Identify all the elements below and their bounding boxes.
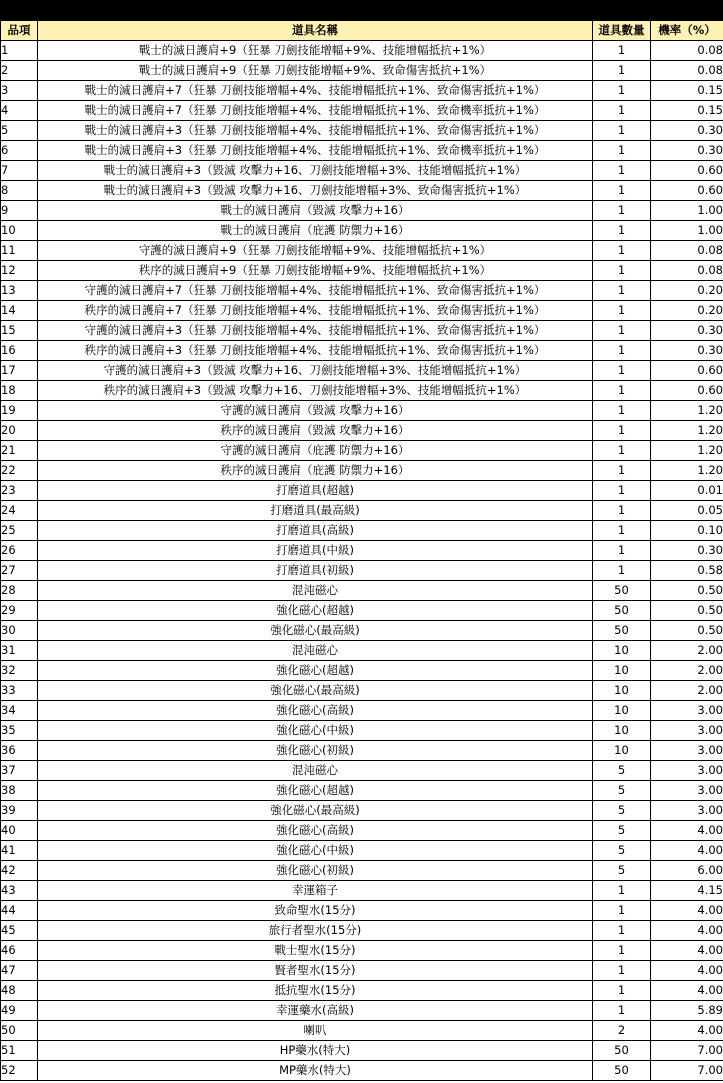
cell-index: 39 — [1, 801, 38, 821]
cell-item-name: 強化磁心(超越) — [38, 601, 593, 621]
table-row — [1, 261, 723, 281]
table-row — [1, 401, 723, 421]
cell-quantity: 1 — [593, 181, 651, 201]
table-row — [1, 961, 723, 981]
cell-rate: 3.00 — [651, 741, 723, 761]
cell-index: 47 — [1, 961, 38, 981]
cell-item-name: 幸運箱子 — [38, 881, 593, 901]
cell-quantity: 1 — [593, 261, 651, 281]
cell-index: 10 — [1, 221, 38, 241]
table-row — [1, 521, 723, 541]
cell-item-name: 戰士的滅日護肩+9（狂暴 刀劍技能增幅+9%、致命傷害抵抗+1%） — [38, 61, 593, 81]
cell-item-name: 秩序的滅日護肩+7（狂暴 刀劍技能增幅+4%、技能增幅抵抗+1%、致命傷害抵抗+1%） — [38, 301, 593, 321]
table-row — [1, 541, 723, 561]
cell-quantity: 5 — [593, 861, 651, 881]
cell-rate: 0.05 — [651, 501, 723, 521]
cell-rate: 4.15 — [651, 881, 723, 901]
cell-quantity: 5 — [593, 841, 651, 861]
cell-rate: 0.01 — [651, 481, 723, 501]
cell-item-name: 戰士的滅日護肩+3（毀滅 攻擊力+16、刀劍技能增幅+3%、致命傷害抵抗+1%） — [38, 181, 593, 201]
table-row — [1, 901, 723, 921]
cell-item-name: 強化磁心(高級) — [38, 701, 593, 721]
table-row — [1, 221, 723, 241]
cell-quantity: 1 — [593, 961, 651, 981]
table-row — [1, 201, 723, 221]
cell-item-name: 戰士的滅日護肩+3（狂暴 刀劍技能增幅+4%、技能增幅抵抗+1%、致命機率抵抗+1%） — [38, 141, 593, 161]
table-row — [1, 941, 723, 961]
cell-quantity: 1 — [593, 401, 651, 421]
cell-index: 6 — [1, 141, 38, 161]
cell-rate: 4.00 — [651, 821, 723, 841]
cell-index: 23 — [1, 481, 38, 501]
cell-item-name: 打磨道具(中級) — [38, 541, 593, 561]
cell-quantity: 1 — [593, 421, 651, 441]
cell-quantity: 1 — [593, 201, 651, 221]
table-row — [1, 561, 723, 581]
cell-rate: 4.00 — [651, 941, 723, 961]
table-row — [1, 721, 723, 741]
cell-rate: 1.20 — [651, 401, 723, 421]
table-row — [1, 861, 723, 881]
cell-index: 4 — [1, 101, 38, 121]
cell-quantity: 50 — [593, 1061, 651, 1081]
cell-index: 33 — [1, 681, 38, 701]
cell-index: 18 — [1, 381, 38, 401]
cell-index: 17 — [1, 361, 38, 381]
cell-index: 42 — [1, 861, 38, 881]
table-row — [1, 701, 723, 721]
cell-index: 34 — [1, 701, 38, 721]
cell-quantity: 50 — [593, 621, 651, 641]
cell-quantity: 50 — [593, 601, 651, 621]
cell-quantity: 1 — [593, 381, 651, 401]
cell-rate: 2.00 — [651, 681, 723, 701]
header-rate: 機率（%） — [651, 21, 723, 41]
cell-quantity: 1 — [593, 441, 651, 461]
cell-rate: 0.50 — [651, 581, 723, 601]
cell-rate: 7.00 — [651, 1041, 723, 1061]
cell-item-name: 秩序的滅日護肩+3（毀滅 攻擊力+16、刀劍技能增幅+3%、技能增幅抵抗+1%） — [38, 381, 593, 401]
table-row — [1, 801, 723, 821]
cell-quantity: 1 — [593, 281, 651, 301]
cell-index: 32 — [1, 661, 38, 681]
cell-item-name: 強化磁心(超越) — [38, 781, 593, 801]
cell-item-name: 強化磁心(初級) — [38, 741, 593, 761]
table-row — [1, 441, 723, 461]
cell-quantity: 1 — [593, 61, 651, 81]
cell-rate: 0.50 — [651, 621, 723, 641]
cell-quantity: 1 — [593, 221, 651, 241]
table-row — [1, 781, 723, 801]
table-row — [1, 881, 723, 901]
cell-rate: 0.30 — [651, 321, 723, 341]
cell-index: 31 — [1, 641, 38, 661]
cell-item-name: 秩序的滅日護肩+3（狂暴 刀劍技能增幅+4%、技能增幅抵抗+1%、致命傷害抵抗+1%） — [38, 341, 593, 361]
cell-rate: 0.60 — [651, 381, 723, 401]
cell-index: 41 — [1, 841, 38, 861]
cell-rate: 4.00 — [651, 961, 723, 981]
cell-quantity: 5 — [593, 801, 651, 821]
cell-rate: 0.60 — [651, 181, 723, 201]
cell-item-name: 守護的滅日護肩+3（狂暴 刀劍技能增幅+4%、技能增幅抵抗+1%、致命傷害抵抗+1%） — [38, 321, 593, 341]
cell-rate: 0.60 — [651, 161, 723, 181]
cell-quantity: 1 — [593, 1001, 651, 1021]
cell-rate: 1.20 — [651, 441, 723, 461]
cell-quantity: 1 — [593, 461, 651, 481]
cell-quantity: 1 — [593, 561, 651, 581]
cell-item-name: 打磨道具(初級) — [38, 561, 593, 581]
table-row — [1, 81, 723, 101]
cell-rate: 3.00 — [651, 801, 723, 821]
cell-item-name: 戰士的滅日護肩+3（狂暴 刀劍技能增幅+4%、技能增幅抵抗+1%、致命傷害抵抗+1%） — [38, 121, 593, 141]
table-row — [1, 281, 723, 301]
cell-rate: 0.20 — [651, 301, 723, 321]
cell-quantity: 1 — [593, 501, 651, 521]
cell-quantity: 10 — [593, 721, 651, 741]
cell-index: 9 — [1, 201, 38, 221]
cell-rate: 4.00 — [651, 921, 723, 941]
cell-quantity: 1 — [593, 481, 651, 501]
cell-index: 25 — [1, 521, 38, 541]
cell-item-name: 守護的滅日護肩+9（狂暴 刀劍技能增幅+9%、技能增幅抵抗+1%） — [38, 241, 593, 261]
table-row — [1, 421, 723, 441]
cell-index: 13 — [1, 281, 38, 301]
table-row — [1, 601, 723, 621]
cell-quantity: 5 — [593, 761, 651, 781]
table-row — [1, 41, 723, 61]
table-row — [1, 161, 723, 181]
cell-quantity: 1 — [593, 881, 651, 901]
cell-index: 14 — [1, 301, 38, 321]
cell-item-name: 抵抗聖水(15分) — [38, 981, 593, 1001]
cell-rate: 2.00 — [651, 661, 723, 681]
cell-rate: 1.20 — [651, 461, 723, 481]
cell-rate: 1.00 — [651, 201, 723, 221]
table-row — [1, 661, 723, 681]
cell-item-name: 戰士的滅日護肩+3（毀滅 攻擊力+16、刀劍技能增幅+3%、技能增幅抵抗+1%） — [38, 161, 593, 181]
cell-index: 22 — [1, 461, 38, 481]
cell-rate: 0.10 — [651, 521, 723, 541]
cell-index: 15 — [1, 321, 38, 341]
table-row — [1, 921, 723, 941]
cell-quantity: 1 — [593, 321, 651, 341]
cell-quantity: 1 — [593, 921, 651, 941]
cell-rate: 3.00 — [651, 721, 723, 741]
cell-item-name: 秩序的滅日護肩（庇護 防禦力+16） — [38, 461, 593, 481]
cell-rate: 0.50 — [651, 601, 723, 621]
cell-index: 27 — [1, 561, 38, 581]
cell-index: 38 — [1, 781, 38, 801]
cell-rate: 0.30 — [651, 341, 723, 361]
cell-item-name: 旅行者聖水(15分) — [38, 921, 593, 941]
cell-item-name: 強化磁心(高級) — [38, 821, 593, 841]
cell-index: 43 — [1, 881, 38, 901]
cell-quantity: 1 — [593, 121, 651, 141]
table-row — [1, 581, 723, 601]
cell-index: 40 — [1, 821, 38, 841]
cell-rate: 0.08 — [651, 41, 723, 61]
cell-item-name: 賢者聖水(15分) — [38, 961, 593, 981]
cell-item-name: 混沌磁心 — [38, 581, 593, 601]
cell-item-name: 致命聖水(15分) — [38, 901, 593, 921]
cell-index: 8 — [1, 181, 38, 201]
cell-rate: 3.00 — [651, 781, 723, 801]
cell-index: 51 — [1, 1041, 38, 1061]
cell-index: 26 — [1, 541, 38, 561]
cell-index: 28 — [1, 581, 38, 601]
cell-quantity: 5 — [593, 821, 651, 841]
cell-quantity: 1 — [593, 81, 651, 101]
cell-rate: 0.30 — [651, 541, 723, 561]
cell-index: 35 — [1, 721, 38, 741]
table-row — [1, 741, 723, 761]
cell-rate: 6.00 — [651, 861, 723, 881]
table-row — [1, 821, 723, 841]
table-row — [1, 981, 723, 1001]
cell-index: 29 — [1, 601, 38, 621]
cell-index: 3 — [1, 81, 38, 101]
cell-item-name: 強化磁心(最高級) — [38, 681, 593, 701]
cell-rate: 0.15 — [651, 101, 723, 121]
cell-item-name: HP藥水(特大) — [38, 1041, 593, 1061]
cell-index: 48 — [1, 981, 38, 1001]
table-row — [1, 241, 723, 261]
cell-rate: 3.00 — [651, 761, 723, 781]
table-row — [1, 361, 723, 381]
cell-item-name: 混沌磁心 — [38, 761, 593, 781]
cell-quantity: 1 — [593, 341, 651, 361]
cell-quantity: 1 — [593, 901, 651, 921]
cell-quantity: 1 — [593, 301, 651, 321]
cell-index: 37 — [1, 761, 38, 781]
cell-quantity: 10 — [593, 741, 651, 761]
cell-item-name: 強化磁心(中級) — [38, 721, 593, 741]
cell-rate: 3.00 — [651, 701, 723, 721]
header-index: 品項 — [1, 21, 38, 41]
cell-item-name: 幸運藥水(高級) — [38, 1001, 593, 1021]
cell-rate: 2.00 — [651, 641, 723, 661]
table-row — [1, 121, 723, 141]
cell-item-name: 守護的滅日護肩+3（毀滅 攻擊力+16、刀劍技能增幅+3%、技能增幅抵抗+1%） — [38, 361, 593, 381]
cell-index: 19 — [1, 401, 38, 421]
table-row — [1, 61, 723, 81]
cell-item-name: MP藥水(特大) — [38, 1061, 593, 1081]
cell-quantity: 10 — [593, 641, 651, 661]
header-row — [1, 21, 723, 41]
cell-rate: 1.20 — [651, 421, 723, 441]
cell-quantity: 50 — [593, 1041, 651, 1061]
table-row — [1, 481, 723, 501]
cell-item-name: 喇叭 — [38, 1021, 593, 1041]
table-row — [1, 761, 723, 781]
table-title: 不滅的戰士護肩 — [1, 1, 723, 21]
cell-item-name: 混沌磁心 — [38, 641, 593, 661]
cell-index: 5 — [1, 121, 38, 141]
header-item-name: 道具名稱 — [38, 21, 593, 41]
cell-index: 52 — [1, 1061, 38, 1081]
cell-item-name: 戰士的滅日護肩+7（狂暴 刀劍技能增幅+4%、技能增幅抵抗+1%、致命傷害抵抗+1%） — [38, 81, 593, 101]
cell-rate: 4.00 — [651, 841, 723, 861]
cell-item-name: 戰士的滅日護肩（庇護 防禦力+16） — [38, 221, 593, 241]
cell-rate: 4.00 — [651, 1021, 723, 1041]
cell-item-name: 守護的滅日護肩（毀滅 攻擊力+16） — [38, 401, 593, 421]
cell-rate: 0.08 — [651, 261, 723, 281]
table-row — [1, 181, 723, 201]
cell-item-name: 秩序的滅日護肩+9（狂暴 刀劍技能增幅+9%、技能增幅抵抗+1%） — [38, 261, 593, 281]
cell-rate: 0.15 — [651, 81, 723, 101]
cell-rate: 0.08 — [651, 61, 723, 81]
cell-index: 11 — [1, 241, 38, 261]
table-row — [1, 1041, 723, 1061]
cell-item-name: 戰士的滅日護肩+7（狂暴 刀劍技能增幅+4%、技能增幅抵抗+1%、致命機率抵抗+1%） — [38, 101, 593, 121]
cell-index: 44 — [1, 901, 38, 921]
cell-rate: 4.00 — [651, 981, 723, 1001]
cell-index: 30 — [1, 621, 38, 641]
cell-rate: 0.58 — [651, 561, 723, 581]
cell-rate: 0.08 — [651, 241, 723, 261]
cell-quantity: 10 — [593, 681, 651, 701]
cell-index: 7 — [1, 161, 38, 181]
cell-quantity: 5 — [593, 781, 651, 801]
cell-index: 24 — [1, 501, 38, 521]
cell-quantity: 1 — [593, 101, 651, 121]
table-title-row — [1, 1, 723, 21]
table-row — [1, 341, 723, 361]
cell-index: 49 — [1, 1001, 38, 1021]
table-row — [1, 301, 723, 321]
table-row — [1, 621, 723, 641]
cell-index: 12 — [1, 261, 38, 281]
cell-quantity: 1 — [593, 941, 651, 961]
cell-rate: 7.00 — [651, 1061, 723, 1081]
cell-item-name: 秩序的滅日護肩（毀滅 攻擊力+16） — [38, 421, 593, 441]
cell-index: 21 — [1, 441, 38, 461]
cell-rate: 0.30 — [651, 121, 723, 141]
table-row — [1, 141, 723, 161]
cell-rate: 0.60 — [651, 361, 723, 381]
cell-quantity: 1 — [593, 521, 651, 541]
table-row — [1, 321, 723, 341]
cell-quantity: 1 — [593, 361, 651, 381]
table-row — [1, 461, 723, 481]
cell-item-name: 強化磁心(中級) — [38, 841, 593, 861]
cell-quantity: 1 — [593, 981, 651, 1001]
cell-rate: 4.00 — [651, 901, 723, 921]
cell-rate: 0.20 — [651, 281, 723, 301]
cell-index: 2 — [1, 61, 38, 81]
table-row — [1, 1021, 723, 1041]
cell-quantity: 50 — [593, 581, 651, 601]
cell-index: 20 — [1, 421, 38, 441]
cell-quantity: 1 — [593, 41, 651, 61]
cell-index: 45 — [1, 921, 38, 941]
cell-quantity: 1 — [593, 141, 651, 161]
cell-item-name: 戰士的滅日護肩+9（狂暴 刀劍技能增幅+9%、技能增幅抵抗+1%） — [38, 41, 593, 61]
cell-item-name: 強化磁心(最高級) — [38, 621, 593, 641]
table-row — [1, 501, 723, 521]
cell-index: 36 — [1, 741, 38, 761]
cell-quantity: 2 — [593, 1021, 651, 1041]
cell-item-name: 守護的滅日護肩+7（狂暴 刀劍技能增幅+4%、技能增幅抵抗+1%、致命傷害抵抗+1%） — [38, 281, 593, 301]
cell-item-name: 戰士聖水(15分) — [38, 941, 593, 961]
cell-quantity: 10 — [593, 701, 651, 721]
cell-item-name: 強化磁心(超越) — [38, 661, 593, 681]
cell-item-name: 強化磁心(最高級) — [38, 801, 593, 821]
table-row — [1, 381, 723, 401]
header-quantity: 道具數量 — [593, 21, 651, 41]
cell-item-name: 守護的滅日護肩（庇護 防禦力+16） — [38, 441, 593, 461]
table-row — [1, 641, 723, 661]
table-row — [1, 101, 723, 121]
cell-item-name: 強化磁心(初級) — [38, 861, 593, 881]
cell-quantity: 1 — [593, 241, 651, 261]
cell-index: 46 — [1, 941, 38, 961]
cell-rate: 0.30 — [651, 141, 723, 161]
cell-quantity: 1 — [593, 541, 651, 561]
cell-rate: 5.89 — [651, 1001, 723, 1021]
cell-item-name: 打磨道具(高級) — [38, 521, 593, 541]
cell-quantity: 1 — [593, 161, 651, 181]
cell-index: 16 — [1, 341, 38, 361]
cell-rate: 1.00 — [651, 221, 723, 241]
cell-quantity: 10 — [593, 661, 651, 681]
cell-item-name: 戰士的滅日護肩（毀滅 攻擊力+16） — [38, 201, 593, 221]
cell-index: 1 — [1, 41, 38, 61]
table-row — [1, 681, 723, 701]
table-row — [1, 841, 723, 861]
cell-index: 50 — [1, 1021, 38, 1041]
table-row — [1, 1061, 723, 1081]
cell-item-name: 打磨道具(超越) — [38, 481, 593, 501]
table-row — [1, 1001, 723, 1021]
cell-item-name: 打磨道具(最高級) — [38, 501, 593, 521]
